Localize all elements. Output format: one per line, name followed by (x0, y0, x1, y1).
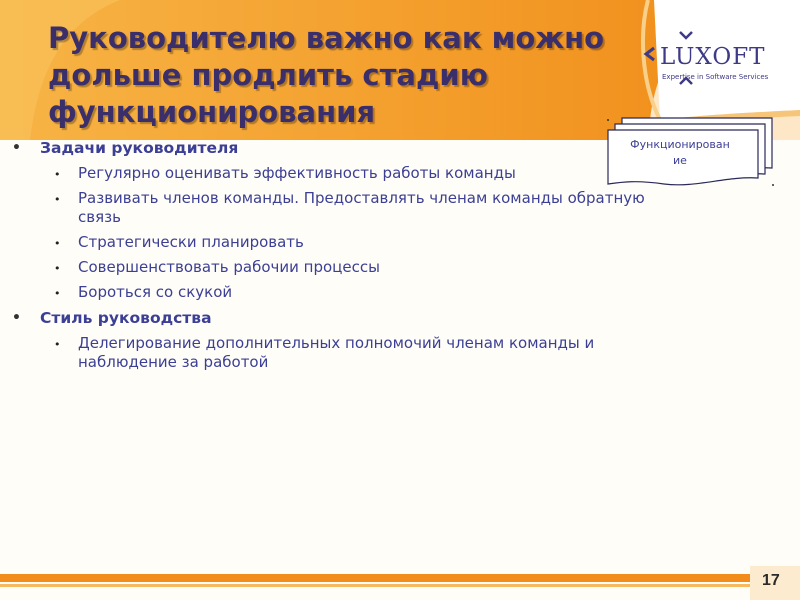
list-item: • Развивать членов команды. Предоставлять членам команды обратную связь (54, 189, 645, 226)
bullet-marker: • (12, 310, 21, 326)
logo-tagline: Expertise in Software Services (662, 73, 769, 81)
title-line-3: функционирования (48, 95, 376, 129)
logo-wordmark: LUXOFT (660, 44, 766, 70)
list-item: • Совершенствовать рабочии процессы (54, 258, 380, 276)
bullet-marker: • (54, 168, 61, 181)
footer-band (0, 560, 800, 600)
bullet-marker: • (54, 237, 61, 250)
bullet-marker: • (12, 140, 21, 156)
bullet-marker: • (54, 193, 61, 206)
section-heading: • Стиль руководства (12, 309, 212, 327)
section-heading: • Задачи руководителя (12, 139, 239, 157)
page-number: 17 (762, 572, 780, 589)
diagram-label-line1: Функционирован (630, 138, 730, 151)
title-line-1: Руководителю важно как можно (48, 21, 605, 55)
stage-diagram (600, 112, 790, 192)
bullet-marker: • (54, 338, 61, 351)
slide-title (48, 20, 648, 131)
list-item: • Регулярно оценивать эффективность работы команды (54, 164, 516, 182)
bullet-marker: • (54, 262, 61, 275)
diagram-label-line2: ие (673, 154, 687, 167)
list-item: • Стратегически планировать (54, 233, 304, 251)
list-item: • Делегирование дополнительных полномочий членам команды и наблюдение за работой (54, 334, 595, 371)
title-line-2: дольше продлить стадию (48, 58, 488, 92)
luxoft-logo (640, 30, 790, 90)
bullet-marker: • (54, 287, 61, 300)
list-item: • Бороться со скукой (54, 283, 233, 301)
